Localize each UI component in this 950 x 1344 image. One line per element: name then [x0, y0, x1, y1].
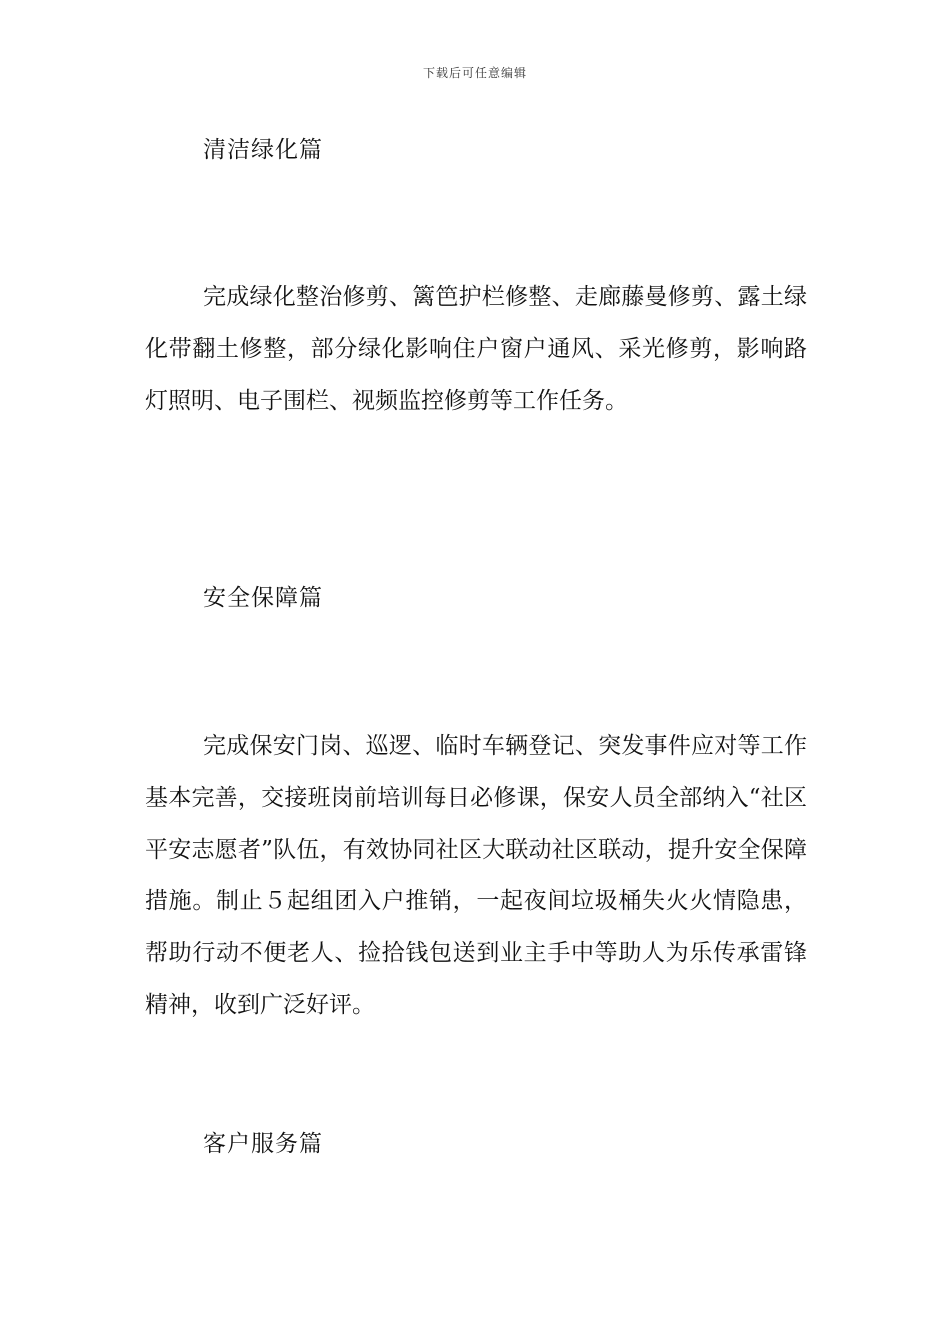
- section-heading-cleaning-greening: 清洁绿化篇: [203, 137, 323, 163]
- section-body-cleaning-greening: 完成绿化整治修剪、篱笆护栏修整、走廊藤曼修剪、露土绿化带翻土修整，部分绿化影响住户窗户通风、采光修剪，影响路灯照明、电子围栏、视频监控修剪等工作任务。: [145, 284, 807, 414]
- section-heading-customer-service: 客户服务篇: [203, 1131, 323, 1157]
- section-body-security: 完成保安门岗、巡逻、临时车辆登记、突发事件应对等工作基本完善，交接班岗前培训每日必修课，保安人员全部纳入“社区平安志愿者”队伍，有效协同社区大联动社区联动，提升安全保障措施。制止５起组团入户推销，一起夜间垃圾桶失火火情隐患，帮助行动不便老人、捡拾钱包送到业主手中等助人为乐传承雷锋精神，收到广泛好评。: [145, 733, 807, 1018]
- section-heading-security: 安全保障篇: [203, 585, 323, 611]
- page-header-note: 下载后可任意编辑: [422, 66, 527, 80]
